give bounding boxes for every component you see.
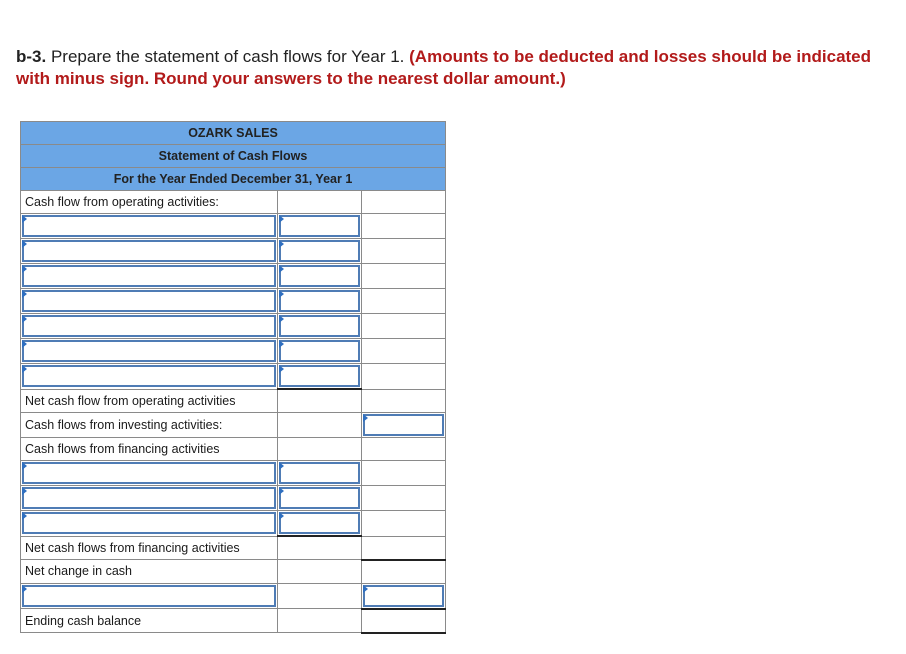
net-operating-label: Net cash flow from operating activities — [21, 389, 278, 413]
financing-item-input[interactable] — [22, 512, 276, 534]
operating-activities-label: Cash flow from operating activities: — [21, 191, 278, 214]
empty-cell — [362, 389, 446, 413]
beginning-cash-amount-input[interactable] — [363, 585, 444, 607]
operating-item-input[interactable] — [22, 265, 276, 287]
operating-amount-input[interactable] — [279, 340, 360, 362]
empty-cell — [362, 289, 446, 314]
financing-amount-input[interactable] — [279, 462, 360, 484]
empty-cell — [278, 191, 362, 214]
net-financing-total-cell — [362, 536, 446, 560]
empty-cell — [362, 314, 446, 339]
empty-cell — [278, 583, 362, 609]
operating-amount-input[interactable] — [279, 315, 360, 337]
net-financing-label: Net cash flows from financing activities — [21, 536, 278, 560]
investing-activities-label: Cash flows from investing activities: — [21, 413, 278, 438]
statement-title: Statement of Cash Flows — [21, 145, 446, 168]
empty-cell — [362, 239, 446, 264]
ending-cash-label: Ending cash balance — [21, 609, 278, 633]
empty-cell — [362, 486, 446, 511]
empty-cell — [278, 560, 362, 584]
net-change-label: Net change in cash — [21, 560, 278, 584]
operating-amount-input[interactable] — [279, 365, 360, 387]
instruction-text — [16, 46, 896, 90]
statement-period: For the Year Ended December 31, Year 1 — [21, 168, 446, 191]
operating-amount-input[interactable] — [279, 240, 360, 262]
operating-amount-input[interactable] — [279, 265, 360, 287]
empty-cell — [278, 413, 362, 438]
instruction-requirement: (Amounts to be deducted and losses should be indicated with minus sign. Round your answers to the nearest dollar amount.) — [16, 47, 872, 88]
investing-total-input[interactable] — [363, 414, 444, 436]
cash-flow-statement-table — [20, 121, 446, 634]
empty-cell — [362, 438, 446, 461]
ending-cash-total-cell — [362, 609, 446, 633]
empty-cell — [278, 536, 362, 560]
empty-cell — [362, 560, 446, 584]
operating-item-input[interactable] — [22, 215, 276, 237]
financing-amount-input[interactable] — [279, 512, 360, 534]
company-name: OZARK SALES — [21, 122, 446, 145]
empty-cell — [362, 264, 446, 289]
operating-item-input[interactable] — [22, 315, 276, 337]
instruction-main: Prepare the statement of cash flows for Year 1. — [50, 47, 405, 66]
empty-cell — [362, 364, 446, 390]
empty-cell — [278, 438, 362, 461]
operating-amount-input[interactable] — [279, 215, 360, 237]
part-label: b-3. — [16, 47, 47, 66]
empty-cell — [362, 214, 446, 239]
operating-item-input[interactable] — [22, 365, 276, 387]
financing-item-input[interactable] — [22, 462, 276, 484]
empty-cell — [362, 339, 446, 364]
empty-cell — [362, 511, 446, 537]
financing-activities-label: Cash flows from financing activities — [21, 438, 278, 461]
empty-cell — [362, 191, 446, 214]
financing-amount-input[interactable] — [279, 487, 360, 509]
operating-amount-input[interactable] — [279, 290, 360, 312]
operating-item-input[interactable] — [22, 240, 276, 262]
operating-item-input[interactable] — [22, 340, 276, 362]
financing-item-input[interactable] — [22, 487, 276, 509]
operating-item-input[interactable] — [22, 290, 276, 312]
empty-cell — [278, 389, 362, 413]
beginning-cash-label-input[interactable] — [22, 585, 276, 607]
empty-cell — [362, 461, 446, 486]
empty-cell — [278, 609, 362, 633]
